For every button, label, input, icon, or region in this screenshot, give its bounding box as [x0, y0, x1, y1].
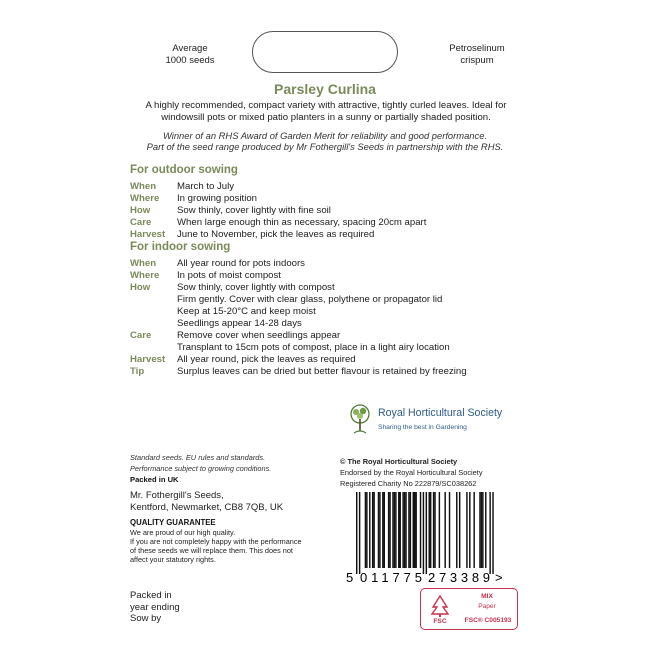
- packed-in-label: Packed in: [130, 590, 172, 601]
- indoor-where-label: Where: [130, 270, 160, 281]
- barcode-bar: [492, 492, 493, 574]
- barcode-bar: [420, 492, 421, 568]
- rhs-tree-icon: [346, 403, 374, 437]
- address-line-2: Kentford, Newmarket, CB8 7QB, UK: [130, 501, 284, 513]
- product-title: Parsley Curlina: [274, 81, 376, 97]
- fsc-label: [420, 588, 518, 630]
- award-line-2: Part of the seed range produced by Mr Fothergill's Seeds in partnership with the RHS.: [146, 141, 504, 153]
- barcode-bar: [359, 492, 360, 574]
- barcode-digit-first: 5: [346, 570, 354, 584]
- indoor-harvest-label: Harvest: [130, 354, 166, 365]
- barcode-bar: [444, 492, 445, 568]
- fsc-logo-text: FSC: [433, 618, 447, 625]
- indoor-when-text: All year round for pots indoors: [177, 258, 305, 269]
- barcode: [346, 492, 504, 584]
- barcode-bar: [426, 492, 427, 574]
- barcode-bar: [414, 492, 415, 568]
- indoor-how-text: Firm gently. Cover with clear glass, polythene or propagator lid: [177, 294, 443, 305]
- award-text: [120, 130, 530, 153]
- outdoor-label: Where: [130, 193, 160, 204]
- latin-name: [432, 43, 522, 66]
- intro-text: [140, 100, 512, 123]
- fsc-mix: MIX: [481, 593, 493, 600]
- rhs-endorsed: Endorsed by the Royal Horticultural Society: [340, 468, 483, 477]
- fsc-code: FSC® C005193: [464, 617, 512, 624]
- barcode-bar: [466, 492, 467, 568]
- qg-line: If you are not completely happy with the performance: [130, 537, 302, 546]
- barcode-bar: [389, 492, 390, 568]
- indoor-how-label: How: [130, 282, 151, 293]
- sow-by-label: Sow by: [130, 613, 162, 624]
- seed-count-line2: 1000 seeds: [165, 54, 215, 66]
- indoor-heading: For indoor sowing: [130, 241, 231, 253]
- barcode-bar: [402, 492, 403, 568]
- outdoor-label: How: [130, 205, 151, 216]
- barcode-bar: [413, 492, 414, 568]
- barcode-bar: [400, 492, 401, 568]
- barcode-bar: [469, 492, 470, 568]
- barcode-bar: [459, 492, 460, 568]
- barcode-bar: [378, 492, 379, 568]
- barcode-bar: [433, 492, 434, 568]
- barcode-bar: [481, 492, 482, 568]
- packed-in-uk: Packed in UK: [130, 475, 179, 484]
- barcode-bar: [398, 492, 399, 568]
- barcode-bar: [473, 492, 474, 568]
- seed-window: [252, 31, 398, 73]
- qg-line: affect your statutory rights.: [130, 555, 216, 564]
- indoor-care-text: Remove cover when seedlings appear: [177, 330, 341, 341]
- outdoor-text: When large enough thin as necessary, spacing 20cm apart: [177, 217, 427, 228]
- barcode-bar: [479, 492, 480, 568]
- barcode-bar: [439, 492, 440, 568]
- barcode-bar: [394, 492, 395, 568]
- outdoor-text: March to July: [177, 181, 235, 192]
- outdoor-label: Care: [130, 217, 152, 228]
- barcode-bar: [405, 492, 406, 568]
- barcode-bar: [384, 492, 385, 568]
- indoor-when-label: When: [130, 258, 157, 269]
- rhs-name: Royal Horticultural Society: [378, 407, 503, 419]
- barcode-bar: [482, 492, 483, 568]
- year-ending-label: year ending: [130, 601, 180, 613]
- barcode-bar: [366, 492, 367, 568]
- outdoor-heading: For outdoor sowing: [130, 164, 238, 176]
- barcode-bar: [388, 492, 389, 568]
- barcode-end-mark: >: [495, 570, 503, 584]
- indoor-tip-text: Surplus leaves can be dried but better flavour is retained by freezing: [177, 366, 467, 377]
- barcode-bar: [404, 492, 405, 568]
- outdoor-text: Sow thinly, cover lightly with fine soil: [177, 205, 331, 216]
- barcode-bar: [423, 492, 424, 574]
- seed-count: [150, 43, 230, 66]
- barcode-bar: [429, 492, 430, 568]
- barcode-bar: [365, 492, 366, 568]
- barcode-bar: [430, 492, 431, 568]
- barcode-bar: [434, 492, 435, 568]
- latin-name-line2: crispum: [460, 54, 494, 66]
- barcode-bar: [382, 492, 383, 568]
- barcode-bar: [373, 492, 374, 568]
- latin-name-line1: Petroselinum: [449, 43, 505, 54]
- qg-line: of these seeds we will replace them. This does not: [130, 546, 293, 555]
- award-line-1: Winner of an RHS Award of Garden Merit for reliability and good performance.: [162, 130, 488, 141]
- address-line-1: Mr. Fothergill's Seeds,: [130, 490, 224, 501]
- outdoor-text: June to November, pick the leaves as required: [177, 229, 375, 240]
- barcode-bar: [408, 492, 409, 568]
- packed-dates: [130, 590, 180, 625]
- rhs-charity: Registered Charity No 222879/SC038262: [340, 479, 477, 488]
- barcode-bar: [372, 492, 373, 568]
- intro-line-1: A highly recommended, compact variety with attractive, tightly curled leaves. Ideal for: [145, 100, 507, 111]
- outdoor-label: When: [130, 181, 157, 192]
- barcode-bar: [449, 492, 450, 568]
- fsc-paper: Paper: [478, 603, 496, 610]
- outdoor-label: Harvest: [130, 229, 166, 240]
- barcode-bar: [356, 492, 357, 574]
- rhs-copyright: © The Royal Horticultural Society: [340, 457, 458, 466]
- seed-count-line1: Average: [172, 43, 208, 54]
- intro-line-2: windowsill pots or mixed patio planters in a sunny or partially shaded position.: [161, 111, 491, 123]
- barcode-bar: [415, 492, 416, 568]
- qg-line: We are proud of our high quality.: [130, 528, 236, 537]
- indoor-care-text: Transplant to 15cm pots of compost, place in a light airy location: [177, 342, 450, 353]
- barcode-bars: [356, 492, 494, 574]
- barcode-digits-right: 273389: [428, 570, 490, 584]
- indoor-how-text: Sow thinly, cover lightly with compost: [177, 282, 335, 293]
- company-address: [130, 490, 330, 513]
- barcode-bar: [392, 492, 393, 568]
- barcode-bar: [395, 492, 396, 568]
- barcode-bar: [379, 492, 380, 568]
- barcode-bar: [485, 492, 486, 568]
- quality-guarantee-title: QUALITY GUARANTEE: [130, 518, 216, 527]
- quality-guarantee-text: [130, 528, 335, 564]
- indoor-harvest-text: All year round, pick the leaves as required: [177, 354, 356, 365]
- barcode-bar: [489, 492, 490, 574]
- indoor-where-text: In pots of moist compost: [177, 270, 281, 281]
- indoor-care-label: Care: [130, 330, 152, 341]
- indoor-how-text: Keep at 15-20°C and keep moist: [177, 306, 316, 317]
- barcode-bar: [410, 492, 411, 568]
- barcode-bar: [369, 492, 370, 568]
- indoor-tip-label: Tip: [130, 366, 145, 377]
- outdoor-text: In growing position: [177, 193, 257, 204]
- rhs-tagline: Sharing the best in Gardening: [378, 424, 467, 431]
- standard-seeds-text: Standard seeds. EU rules and standards.: [130, 453, 266, 462]
- barcode-bar: [456, 492, 457, 568]
- indoor-how-text: Seedlings appear 14-28 days: [177, 318, 302, 329]
- performance-text: Performance subject to growing conditions.: [130, 464, 272, 473]
- barcode-digits-left: 011775: [360, 570, 422, 584]
